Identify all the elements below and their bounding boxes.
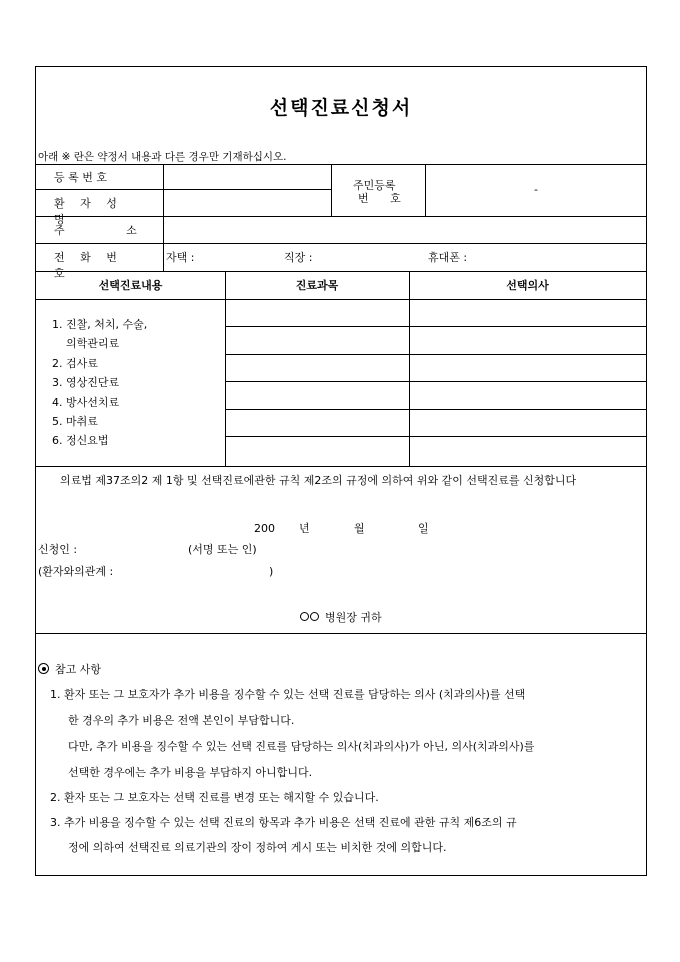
grid-line: [163, 189, 331, 190]
phone-label: 전 화 번 호: [54, 251, 123, 280]
list-item: 4. 방사선치료: [52, 395, 120, 409]
reference-line: 선택한 경우에는 추가 비용을 부담하지 아니합니다.: [68, 766, 313, 779]
work-phone-label: 직장 :: [284, 251, 313, 264]
reference-line: 한 경우의 추가 비용은 전액 본인이 부담합니다.: [68, 714, 295, 727]
grid-line: [225, 436, 646, 437]
date-day-unit: 일: [418, 522, 429, 535]
statement-text: 의료법 제37조의2 제 1항 및 선택진료에관한 규칙 제2조의 규정에 의하여 위와 같이 선택진료를 신청합니다: [60, 474, 577, 487]
date-year: 200: [254, 522, 275, 535]
resident-no-value: -: [534, 183, 538, 196]
patient-name-label: 환 자 성 명: [54, 197, 123, 226]
page-title: 선택진료신청서: [269, 97, 413, 119]
table-header-department: 진료과목: [295, 279, 339, 292]
circle-mark-icon: [300, 612, 309, 621]
address-label: 주 소: [54, 224, 137, 237]
grid-line: [225, 409, 646, 410]
list-item: 의학관리료: [66, 337, 120, 351]
date-year-unit: 년: [299, 522, 310, 535]
signature-label: (서명 또는 인): [188, 543, 257, 556]
addressee: 병원장 귀하: [300, 607, 382, 629]
grid-line: [36, 633, 646, 634]
form-frame: [35, 66, 647, 876]
reg-no-label: 등 록 번 호: [54, 171, 107, 184]
grid-line: [36, 243, 646, 244]
grid-line: [36, 189, 163, 190]
home-phone-label: 자택 :: [166, 251, 195, 264]
mobile-phone-label: 휴대폰 :: [428, 251, 468, 264]
grid-line: [425, 164, 426, 216]
reference-line: 3. 추가 비용을 징수할 수 있는 선택 진료의 항목과 추가 비용은 선택 진료에 관한 규칙 제6조의 규: [50, 816, 517, 829]
list-item: 3. 영상진단료: [52, 376, 120, 390]
care-items-list: [52, 315, 147, 451]
list-item: 5. 마취료: [52, 415, 98, 429]
resident-no-label-1: 주민등록: [353, 179, 396, 192]
list-item: 6. 정신요법: [52, 434, 109, 448]
bullet-icon: [38, 663, 49, 674]
reference-line: 다만, 추가 비용을 징수할 수 있는 선택 진료를 담당하는 의사(치과의사)가 아닌, 의사(치과의사)를: [68, 740, 535, 753]
reference-line: 1. 환자 또는 그 보호자가 추가 비용을 징수할 수 있는 선택 진료를 담당하는 의사 (치과의사)를 선택: [50, 688, 526, 701]
grid-line: [36, 164, 646, 165]
relation-label: (환자와의관계 :: [38, 565, 114, 578]
grid-line: [225, 354, 646, 355]
notice-text: 아래 ※ 란은 약정서 내용과 다른 경우만 기재하십시오.: [38, 151, 287, 163]
reference-heading: 참고 사항: [38, 661, 101, 677]
grid-line: [36, 466, 646, 467]
date-month-unit: 월: [354, 522, 365, 535]
circle-mark-icon: [310, 612, 319, 621]
relation-close: ): [269, 565, 274, 578]
applicant-label: 신청인 :: [38, 543, 78, 556]
list-item: 2. 검사료: [52, 356, 98, 370]
table-header-doctor: 선택의사: [506, 279, 549, 292]
grid-line: [225, 381, 646, 382]
grid-line: [331, 164, 332, 216]
reference-line: 2. 환자 또는 그 보호자는 선택 진료를 변경 또는 해지할 수 있습니다.: [50, 791, 379, 804]
resident-no-label-2: 번 호: [358, 192, 401, 205]
list-item: 1. 진찰, 처치, 수술,: [52, 318, 148, 331]
grid-line: [225, 326, 646, 327]
grid-line: [163, 164, 164, 271]
reference-line: 정에 의하여 선택진료 의료기관의 장이 정하여 게시 또는 비치한 것에 의합니다.: [68, 841, 447, 854]
grid-line: [36, 299, 646, 300]
table-header-content: 선택진료내용: [98, 279, 163, 292]
